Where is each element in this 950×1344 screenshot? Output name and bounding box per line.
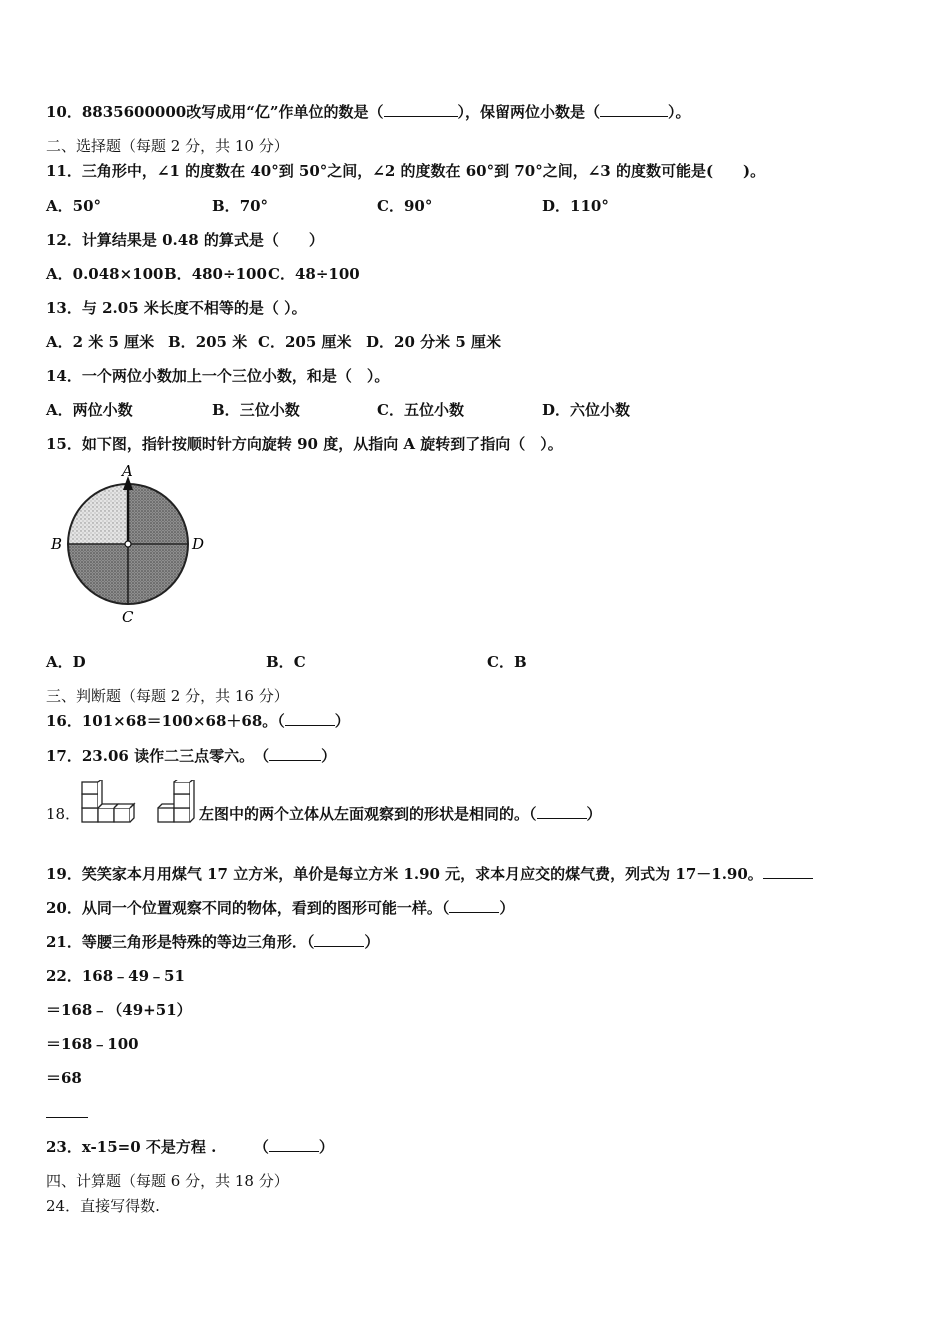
question-text: 从同一个位置观察不同的物体，看到的图形可能一样。（ [81,899,450,917]
question-text: 笑笑家本月用煤气 17 立方米，单价是每立方米 1.90 元，求本月应交的煤气费，列式为 17－1.90。 [81,865,763,883]
calc-line: ＝68 [46,1069,82,1087]
option-b[interactable] [164,264,267,284]
question-number: 20． [46,899,82,917]
section-title: 三、判断题（每题 2 分，共 16 分） [46,687,289,705]
paren-close: ） [364,933,380,951]
label-d: D [192,535,205,553]
option-value: 20 分米 5 厘米 [394,333,501,351]
option-b[interactable] [212,196,268,216]
question-number: 13． [46,299,82,317]
question-number: 21． [46,933,82,951]
option-a[interactable] [46,332,154,352]
paren-close: ） [334,712,350,730]
option-c[interactable] [377,196,432,216]
option-value: 480÷100 [191,265,267,283]
option-value: 六位小数 [570,401,631,419]
option-a[interactable] [46,400,133,420]
option-label: B． [266,653,294,671]
label-a: A [122,462,133,480]
question-text: 一个两位小数加上一个三位小数，和是（ ）。 [81,367,390,385]
paren-close: ） [321,747,337,765]
option-label: C． [377,197,404,215]
question-22 [46,966,185,986]
option-label: C． [258,333,285,351]
option-label: B． [164,265,192,283]
calc-line: ＝168﹣100 [46,1035,139,1053]
option-a[interactable] [46,652,86,672]
answer-blank[interactable] [285,711,335,726]
option-value: 三位小数 [239,401,300,419]
question-number: 24． [46,1197,81,1215]
answer-blank[interactable] [314,932,364,947]
question-number: 11． [46,162,82,180]
question-number: 19． [46,865,82,883]
option-d[interactable] [542,196,609,216]
question-text: 计算结果是 0.48 的算式是（ ） [81,231,324,249]
calc-line: ＝168﹣（49+51） [46,1001,192,1019]
option-d[interactable] [366,332,501,352]
question-number: 23． [46,1138,82,1156]
question-number: 10． [46,103,82,121]
question-number: 12． [46,231,82,249]
question-text: x-15=0 不是方程 . （ [81,1138,269,1156]
question-text: 23.06 读作二三点零六。 （ [81,747,270,765]
option-value: 0.048×100 [72,265,164,283]
option-value: 70° [239,197,269,215]
option-label: C． [377,401,404,419]
answer-blank[interactable] [384,102,458,117]
question-text: 直接写得数. [80,1197,160,1215]
question-18-number: 18． [46,805,81,823]
answer-blank[interactable] [269,1137,319,1152]
option-value: 205 厘米 [284,333,352,351]
answer-blank[interactable] [763,864,813,879]
question-12 [46,230,324,250]
option-d[interactable] [542,400,630,420]
option-c[interactable] [487,652,527,672]
calc-line: 168﹣49﹣51 [81,967,185,985]
question-number: 17． [46,747,82,765]
question-number: 16． [46,712,82,730]
option-c[interactable] [268,264,360,284]
question-20 [46,898,514,918]
dial-figure [48,462,218,630]
option-value: 50° [72,197,102,215]
paren-close: ） [586,805,602,823]
option-label: A． [46,401,73,419]
paren-close: ） [499,899,515,917]
option-b[interactable] [168,332,247,352]
option-value: 两位小数 [72,401,133,419]
cube-figures [80,780,200,826]
cube-shape-right [158,780,194,822]
question-text: ），保留两位小数是（ [457,103,601,121]
question-number: 22． [46,967,82,985]
option-label: B． [168,333,196,351]
question-text: 改写成用“亿”作单位的数是（ [186,103,384,121]
question-19 [46,864,813,884]
question-text: 如下图，指针按顺时针方向旋转 90 度，从指向 A 旋转到了指向（ ）。 [81,435,563,453]
option-label: A． [46,265,73,283]
question-number: 14． [46,367,82,385]
option-value: 2 米 5 厘米 [72,333,155,351]
question-17 [46,746,336,766]
option-label: D． [542,197,571,215]
option-label: C． [487,653,514,671]
option-value: 48÷100 [294,265,360,283]
option-label: D． [366,333,395,351]
question-10 [46,102,691,122]
section-title: 四、计算题（每题 6 分，共 18 分） [46,1172,289,1190]
question-15 [46,434,563,454]
answer-blank[interactable] [46,1117,88,1118]
option-value: 110° [570,197,609,215]
answer-blank[interactable] [449,898,499,913]
question-text: 8835600000 [81,103,187,121]
option-label: C． [268,265,295,283]
option-label: B． [212,401,240,419]
question-text: 左图中的两个立体从左面观察到的形状是相同的。（ [199,805,537,823]
question-18 [199,804,602,824]
option-label: D． [542,401,571,419]
answer-blank[interactable] [537,804,587,819]
question-text: 与 2.05 米长度不相等的是（ ）。 [81,299,307,317]
dial-center [125,541,131,547]
question-24 [46,1196,160,1216]
cube-shape-left [82,780,134,822]
answer-blank[interactable] [600,102,668,117]
question-text: ）。 [668,103,691,121]
option-label: A． [46,197,73,215]
question-text: 三角形中，∠1 的度数在 40°到 50°之间，∠2 的度数在 60°到 70°之间，∠3 的度数可能是( )。 [81,162,766,180]
option-c[interactable] [258,332,352,352]
option-value: D [72,653,86,671]
option-b[interactable] [212,400,300,420]
question-13 [46,298,307,318]
option-value: 五位小数 [403,401,464,419]
paren-close: ） [318,1138,334,1156]
question-text: 101×68＝100×68＋68。（ [81,712,285,730]
question-21 [46,932,379,952]
question-16 [46,711,350,731]
option-value: 205 米 [195,333,248,351]
question-number: 15． [46,435,82,453]
question-14 [46,366,389,386]
option-value: B [513,653,527,671]
section-title: 二、选择题（每题 2 分，共 10 分） [46,137,289,155]
answer-blank[interactable] [269,746,321,761]
label-b: B [51,535,63,553]
option-value: C [293,653,306,671]
option-b[interactable] [266,652,306,672]
option-label: A． [46,333,73,351]
label-c: C [122,608,134,626]
question-text: 等腰三角形是特殊的等边三角形．（ [81,933,315,951]
option-label: A． [46,653,73,671]
option-label: B． [212,197,240,215]
option-a[interactable] [46,264,164,284]
option-a[interactable] [46,196,101,216]
question-23 [46,1137,334,1157]
option-c[interactable] [377,400,464,420]
question-11 [46,161,765,181]
option-value: 90° [403,197,433,215]
